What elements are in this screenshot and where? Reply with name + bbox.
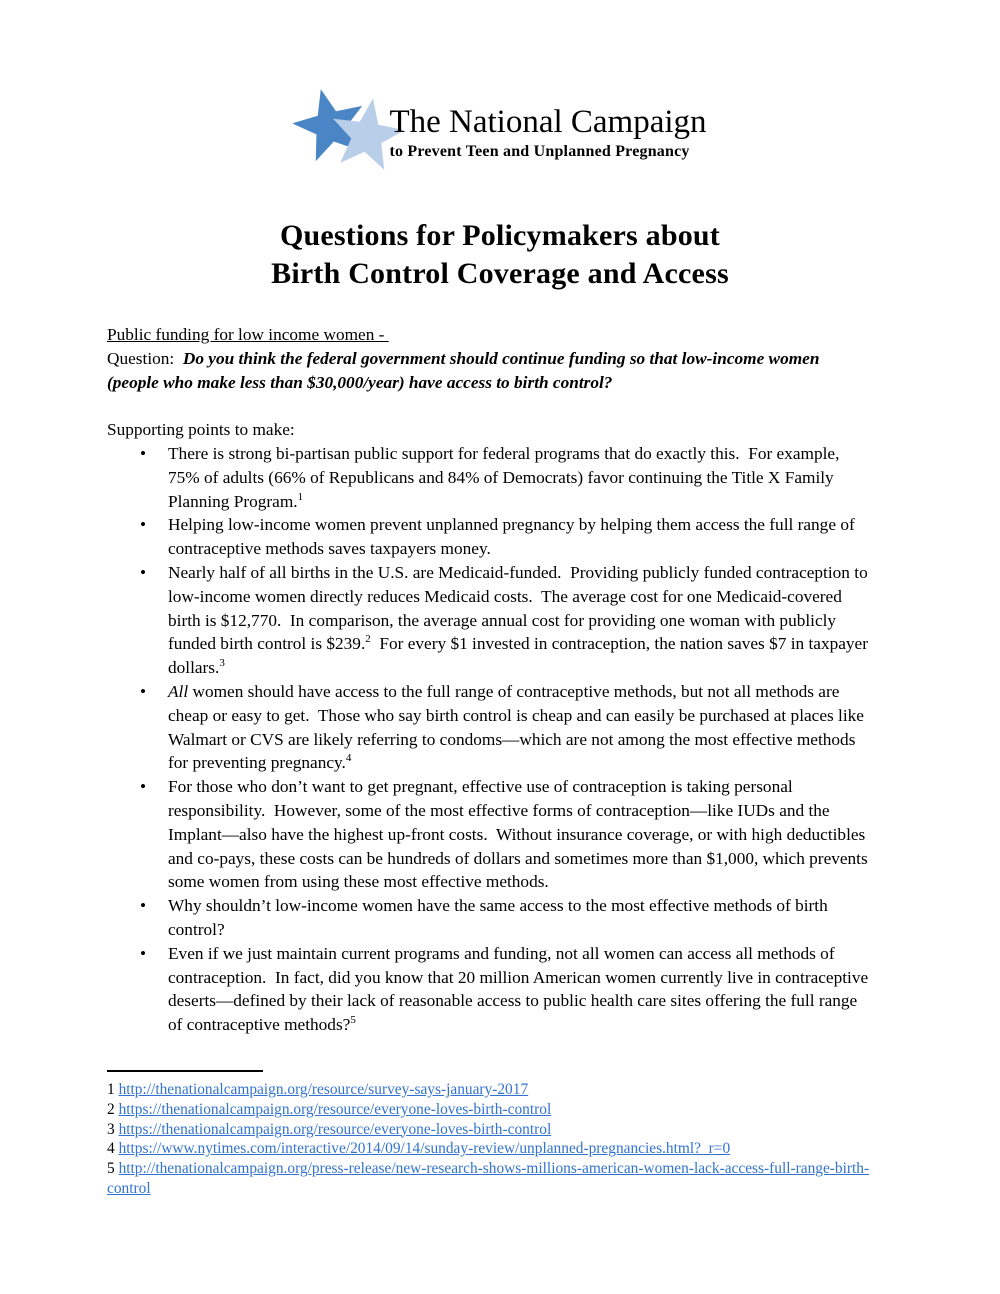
footnote-link-5[interactable]: http://thenationalcampaign.org/press-release/new-research-shows-millions-american-women-lack-access-full-range-birth-control: [107, 1160, 870, 1197]
footnote-link-3[interactable]: https://thenationalcampaign.org/resource/everyone-loves-birth-control: [118, 1120, 552, 1138]
supporting-points-list: [107, 442, 872, 1037]
bullet-text: women should have access to the full range of contraceptive methods, but not all methods are cheap or easy to get. Those who say birth control is cheap and can easily be purchased at places like Walmart or CVS are likely referring to condoms—which are not among the most effective methods for preventing pregnancy.: [168, 681, 868, 773]
page-title: [0, 217, 1000, 293]
bullet-text: For those who don’t want to get pregnant, effective use of contraception is taking personal responsibility. However, some of the most effective forms of contraception—like IUDs and the Implant—also have the highest up-front costs. Without insurance coverage, or with high deductibles and co-pays, these costs can be hundreds of dollars and sometimes more than $1,000, which prevents some women from using these most effective methods.: [168, 777, 873, 892]
footnote-3: [107, 1120, 872, 1140]
footnote-ref-3: 3: [219, 657, 225, 670]
bullet-point-5: [168, 775, 872, 894]
bullet-point-6: [168, 894, 872, 942]
title-line-2: Birth Control Coverage and Access: [271, 257, 729, 290]
footnote-ref-5: 5: [350, 1014, 356, 1027]
footnote-ref-2: 2: [365, 633, 371, 646]
footnote-number: 4: [107, 1140, 115, 1158]
bullet-point-4: [168, 680, 872, 775]
bullet-point-7: [168, 942, 872, 1037]
bullet-point-2: [168, 513, 872, 561]
supporting-intro: Supporting points to make:: [107, 420, 295, 440]
bullet-text: There is strong bi-partisan public support for federal programs that do exactly this. For example, 75% of adults (66% of Republicans and 84% of Democrats) favor continuing the Title X Family Planning Program.: [168, 443, 844, 511]
footnote-2: [107, 1100, 872, 1120]
bullet-text: Nearly half of all births in the U.S. are Medicaid-funded. Providing publicly funded contraception to low-income women directly reduces Medicaid costs. The average cost for one Medicaid-covered birth is $12,770. In comparison, the average annual cost for providing one woman with publicly funded birth control is $239.: [168, 562, 873, 654]
footnote-5: [107, 1159, 872, 1199]
logo: [0, 0, 1000, 187]
bullet-point-3: [168, 561, 872, 680]
footnote-link-4[interactable]: https://www.nytimes.com/interactive/2014/09/14/sunday-review/unplanned-pregnancies.html?_r=0: [118, 1140, 731, 1158]
footnote-number: 3: [107, 1120, 115, 1138]
footnotes: [107, 1070, 872, 1199]
logo-tagline: to Prevent Teen and Unplanned Pregnancy: [389, 143, 690, 160]
footnote-4: [107, 1139, 872, 1159]
question-block: [107, 323, 872, 394]
footnote-separator: [107, 1070, 263, 1072]
footnote-ref-1: 1: [297, 490, 304, 503]
footnote-number: 1: [107, 1080, 115, 1098]
bullet-text: Helping low-income women prevent unplanned pregnancy by helping them access the full range of contraceptive methods saves taxpayers money.: [168, 515, 860, 559]
section-heading: Public funding for low income women -: [107, 325, 389, 344]
bullet-italic-lead: All: [168, 681, 189, 701]
bullet-text: For every $1 invested in contraception, the nation saves $7 in taxpayer dollars.: [168, 634, 873, 678]
logo-name: The National Campaign: [389, 104, 707, 140]
title-line-1: Questions for Policymakers about: [279, 219, 720, 252]
footnote-link-1[interactable]: http://thenationalcampaign.org/resource/survey-says-january-2017: [118, 1080, 529, 1098]
footnote-1: [107, 1080, 872, 1100]
logo-text: [389, 85, 706, 161]
footnote-link-2[interactable]: https://thenationalcampaign.org/resource/everyone-loves-birth-control: [118, 1100, 552, 1118]
question-text: Do you think the federal government should continue funding so that low-income women (people who make less than $30,000/year) have access to birth control?: [107, 348, 824, 392]
question-label: Question:: [107, 348, 183, 368]
footnote-number: 2: [107, 1100, 115, 1118]
bullet-text: Why shouldn’t low-income women have the same access to the most effective methods of birth control?: [168, 896, 833, 939]
bullet-text: Even if we just maintain current programs and funding, not all women can access all methods of contraception. In fact, did you know that 20 million American women currently live in contraceptive deserts—defined by their lack of reasonable access to public health care sites offering the full range of contraceptive methods?: [168, 943, 873, 1035]
footnote-ref-4: 4: [345, 752, 352, 765]
document-body: [107, 323, 872, 1199]
bullet-point-1: [168, 442, 872, 513]
footnote-number: 5: [107, 1160, 115, 1178]
